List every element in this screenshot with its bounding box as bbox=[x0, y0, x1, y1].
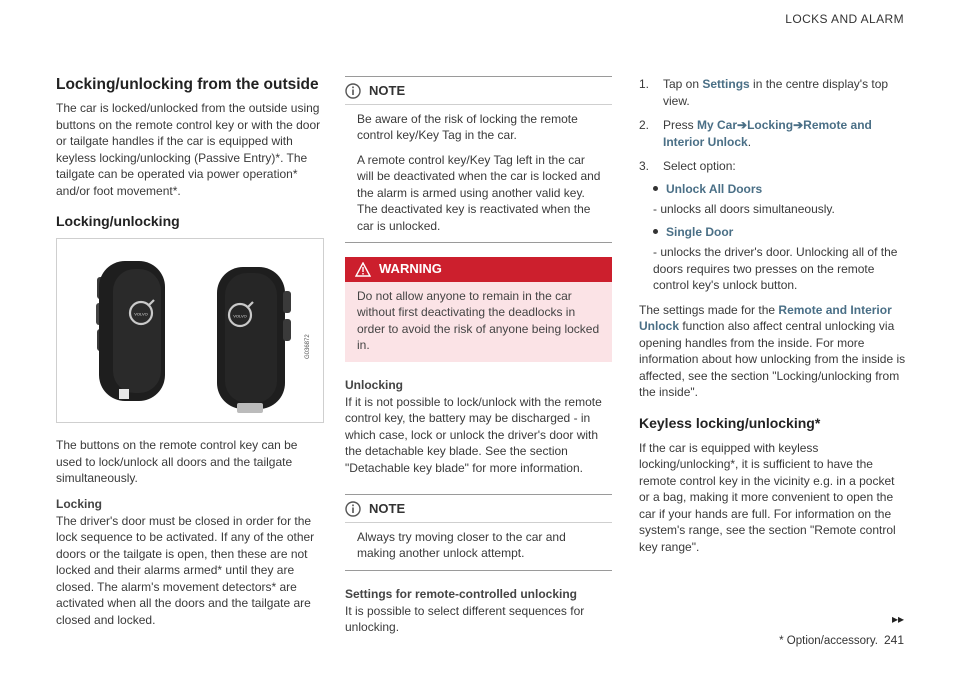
arrow-right-icon: ➔ bbox=[737, 118, 748, 132]
arrow-right-icon: ➔ bbox=[793, 118, 804, 132]
column-3 bbox=[639, 76, 907, 555]
footnote: * Option/accessory. bbox=[779, 635, 878, 647]
steps-list bbox=[639, 76, 907, 175]
info-icon bbox=[345, 501, 361, 517]
option-desc: - unlocks all doors simultaneously. bbox=[653, 202, 835, 216]
heading-locking: Locking bbox=[56, 496, 103, 511]
page-title: Locking/unlocking from the outside bbox=[56, 76, 319, 93]
page-footer bbox=[779, 633, 904, 647]
note-box-2 bbox=[345, 494, 612, 571]
column-2 bbox=[345, 76, 612, 636]
warning-text: Do not allow anyone to remain in the car without first deactivating the deadlocks in order to avoid the risk of anyone being locked in. bbox=[357, 288, 600, 352]
remote-keys-illustration bbox=[57, 239, 323, 422]
column-1 bbox=[56, 76, 322, 628]
note-paragraph: Be aware of the risk of locking the remote control key/Key Tag in the car. bbox=[357, 111, 578, 142]
step-2: 2. Press My Car➔Locking➔Remote and Interior Unlock. bbox=[639, 118, 872, 149]
option-desc: - unlocks the driver's door. Unlocking all of the doors requires two presses on the remote control key's unlock button. bbox=[653, 245, 898, 292]
warning-box bbox=[345, 257, 612, 362]
ui-settings-label: Settings bbox=[702, 77, 750, 91]
step-1: 1. Tap on Settings in the centre display's top view. bbox=[639, 77, 889, 108]
option-unlock-all: Unlock All Doors bbox=[653, 181, 907, 198]
section-header: LOCKS AND ALARM bbox=[785, 12, 904, 26]
image-caption: The buttons on the remote control key can be used to lock/unlock all doors and the tailgate simultaneously. bbox=[56, 438, 298, 485]
note-paragraph: A remote control key/Key Tag left in the car will be deactivated when the car is locked and the alarm is armed using another valid key. The deactivated key is reactivated when the car is unlocked. bbox=[357, 152, 601, 233]
settings-paragraph: It is possible to select different sequences for unlocking. bbox=[345, 603, 585, 634]
unlocking-paragraph: If it is not possible to lock/unlock with the remote control key, the battery may be discharged - in which case, lock or unlock the driver's door with the detachable key blade. See the section "Detachable key blade" for more information. bbox=[345, 394, 602, 475]
image-code: G036872 bbox=[305, 334, 311, 359]
intro-paragraph: The car is locked/unlocked from the outside using buttons on the remote control key or with the door or tailgate handles if the car is equipped with keyless locking/unlocking (Passive Entry)*. The tailgate can be operated via power operation* and/or foot movement*. bbox=[56, 101, 321, 198]
note-box-1 bbox=[345, 76, 612, 243]
note-title: NOTE bbox=[369, 501, 406, 516]
continue-arrows-icon: ▸▸ bbox=[891, 612, 904, 626]
heading-locking-unlocking: Locking/unlocking bbox=[56, 213, 180, 229]
note-paragraph: Always try moving closer to the car and making another unlock attempt. bbox=[357, 529, 566, 560]
heading-unlocking: Unlocking bbox=[345, 377, 404, 392]
step-3: 3. Select option: bbox=[639, 159, 736, 173]
note-title: NOTE bbox=[369, 83, 406, 98]
svg-text:VOLVO: VOLVO bbox=[233, 313, 247, 319]
warning-icon bbox=[355, 262, 371, 277]
remote-key-image bbox=[56, 238, 324, 423]
settings-effect-paragraph: The settings made for the Remote and Interior Unlock function also affect central unlocking via opening handles from the inside. For more information about how unlocking from the inside is affected, see the section "Locking/unlocking from the inside". bbox=[639, 302, 906, 399]
option-single-door: Single Door bbox=[653, 224, 907, 241]
heading-settings: Settings for remote-controlled unlocking bbox=[345, 586, 578, 601]
bullet-icon bbox=[653, 229, 658, 234]
keyless-paragraph: If the car is equipped with keyless locking/unlocking*, it is sufficient to have the remote control key in the vicinity e.g. in a pocket or a bag, making it more convenient to open the car if your hands are full. For information on the system's range, see the section "Remote control key range". bbox=[639, 440, 896, 554]
page-number: 241 bbox=[883, 633, 904, 647]
svg-text:VOLVO: VOLVO bbox=[134, 311, 148, 317]
warning-title: WARNING bbox=[379, 261, 442, 276]
heading-keyless: Keyless locking/unlocking* bbox=[639, 414, 821, 431]
locking-paragraph: The driver's door must be closed in order for the lock sequence to be activated. If any of the other doors or the tailgate is open, then these are not locked and their alarms armed* until they are closed. The alarm's movement detectors* are activated when all the doors and the tailgate are closed and locked. bbox=[56, 513, 315, 627]
info-icon bbox=[345, 83, 361, 99]
bullet-icon bbox=[653, 186, 658, 191]
